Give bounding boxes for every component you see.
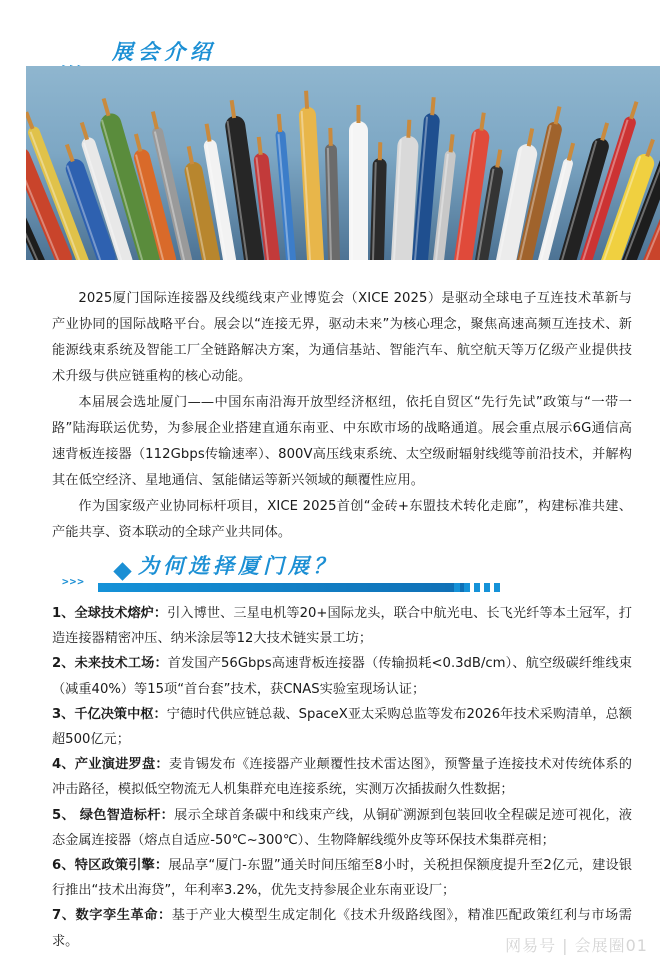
item-text: 展示全球首条碳中和线束产线，从铜矿溯源到包装回收全程碳足迹可视化，液态金属连接器（熔点自适应-50℃~300℃）、生物降解线缆外皮等环保技术集群亮相；	[52, 807, 632, 848]
cables-photo	[26, 66, 660, 260]
intro-paragraph-1: 2025厦门国际连接器及线缆线束产业博览会（XICE 2025）是驱动全球电子互连技术革新与产业协同的国际战略平台。展会以“连接无界，驱动未来”为核心理念，聚焦高速高频互连技术、新能源线束系统及智能工厂全链路解决方案，为通信基站、智能汽车、航空航天等万亿级产业提供技术升级与供应链重构的核心动能。	[52, 291, 632, 384]
arrow-marker-icon: >>>	[62, 575, 85, 588]
list-item	[52, 702, 632, 752]
item-key: 4、产业演进罗盘：	[52, 757, 169, 773]
item-key: 6、特区政策引擎：	[52, 858, 169, 874]
section-title: 为何选择厦门展？	[138, 553, 338, 578]
watermark: 网易号 | 会展圈01	[505, 936, 648, 955]
item-key: 1、全球技术熔炉：	[52, 606, 168, 621]
cables-illustration	[26, 66, 660, 260]
list-item	[52, 853, 632, 903]
item-text: 宁德时代供应链总裁、SpaceX亚太采购总监等发布2026年技术采购清单，总额超500亿元；	[52, 706, 632, 748]
item-key: 3、千亿决策中枢：	[52, 706, 167, 722]
list-item	[52, 601, 632, 651]
reasons-list	[52, 601, 632, 954]
item-text: 展品享“厦门-东盟”通关时间压缩至8小时，关税担保额度提升至2亿元，建设银行推出“技术出海贷”，年利率3.2%，优先支持参展企业东南亚设厂；	[52, 858, 633, 899]
section-title: 展会介绍	[112, 39, 216, 64]
intro-paragraph-2: 本届展会选址厦门——中国东南沿海开放型经济枢纽，依托自贸区“先行先试”政策与“一带一路”陆海联运优势，为参展企业搭建直通东南亚、中东欧市场的战略通道。展会重点展示6G通信高速背板连接器（112Gbps传输速率）、800V高压线束系统、太空级耐辐射线缆等前沿技术，并解构其在低空经济、星地通信、氢能储运等新兴领域的颠覆性应用。	[52, 395, 632, 488]
list-item	[52, 651, 632, 701]
cable-shape	[275, 130, 297, 260]
intro-paragraph-3: 作为国家级产业协同标杆项目，XICE 2025首创“金砖+东盟技术转化走廊”，构建标准共建、产能共享、资本联动的全球产业共同体。	[52, 499, 632, 540]
item-text: 麦肯锡发布《连接器产业颠覆性技术雷达图》，预警量子连接技术对传统体系的冲击路径，模拟低空物流无人机集群充电连接系统，实测万次插拔耐久性数据；	[52, 757, 632, 798]
list-item	[52, 752, 632, 802]
header-ticks	[454, 583, 500, 592]
item-text: 首发国产56Gbps高速背板连接器（传输损耗<0.3dB/cm）、航空级碳纤维线束（减重40%）等15项“首台套”技术，获CNAS实验室现场认证；	[52, 656, 632, 697]
list-item	[52, 803, 632, 853]
item-key: 7、数字孪生革命：	[52, 908, 172, 924]
cable-shape	[370, 158, 387, 260]
item-key: 5、 绿色智造标杆：	[52, 807, 175, 823]
item-key: 2、未来技术工场：	[52, 656, 168, 672]
section-header-why	[0, 548, 660, 592]
cable-shape	[325, 144, 341, 260]
diamond-icon	[113, 562, 131, 580]
item-text: 引入博世、三星电机等20+国际龙头，联合中航光电、长飞光纤等本土冠军，打造连接器精密冲压、纳米涂层等12大技术链实景工坊；	[52, 606, 632, 647]
item-text: 基于产业大模型生成定制化《技术升级路线图》，精准匹配政策红利与市场需求。	[52, 908, 632, 949]
header-bar	[98, 583, 470, 592]
